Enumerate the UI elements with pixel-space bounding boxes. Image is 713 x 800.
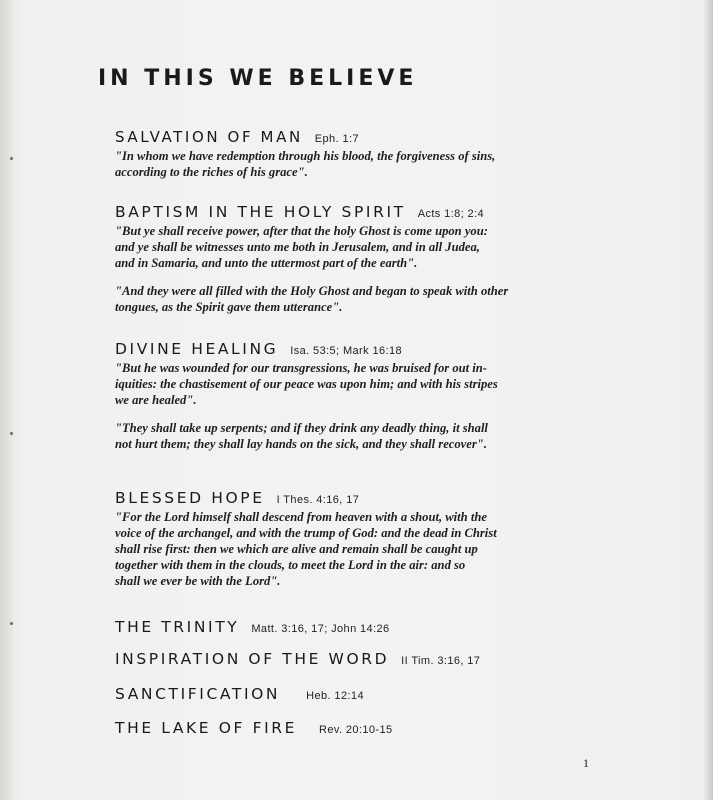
section-heading-text: THE TRINITY xyxy=(115,618,240,636)
scripture-reference: Eph. 1:7 xyxy=(314,133,359,145)
belief-section xyxy=(115,719,615,737)
belief-section xyxy=(115,128,615,180)
belief-section xyxy=(115,650,615,668)
binding-mark xyxy=(10,157,13,160)
binding-mark xyxy=(10,432,13,435)
belief-section xyxy=(115,340,615,452)
page-left-edge xyxy=(0,0,14,800)
scripture-quote: "For the Lord himself shall descend from heaven with a shout, with the voice of the archangel, and with the trump of God: and the dead in Christ shall rise first: then we which are alive and remain shall be caught up together with them in the clouds, to meet the Lord in the air: and so shall we ever be with the Lord". xyxy=(115,510,497,588)
section-heading xyxy=(115,618,615,636)
section-heading-text: BLESSED HOPE xyxy=(115,489,265,507)
belief-section xyxy=(115,489,615,589)
scripture-reference: Matt. 3:16, 17; John 14:26 xyxy=(251,623,390,635)
section-heading-text: SANCTIFICATION xyxy=(115,685,281,703)
page-right-shadow xyxy=(703,0,713,800)
binding-mark xyxy=(10,622,13,625)
scripture-reference: II Tim. 3:16, 17 xyxy=(401,655,481,667)
section-heading-text: DIVINE HEALING xyxy=(115,340,279,358)
page-number: 1 xyxy=(583,756,589,770)
belief-section xyxy=(115,203,615,315)
scripture-quote: "In whom we have redemption through his blood, the forgiveness of sins, according to the riches of his grace". xyxy=(115,149,496,179)
scripture-quote: "But ye shall receive power, after that the holy Ghost is come upon you: and ye shall be witnesses unto me both in Jerusalem, and in all Judea, and in Samaria, and unto the uttermost part of the earth". xyxy=(115,224,488,270)
section-heading-text: THE LAKE OF FIRE xyxy=(115,719,298,737)
section-heading xyxy=(115,685,615,703)
section-heading xyxy=(115,128,615,146)
scripture-reference: Rev. 20:10-15 xyxy=(319,724,393,736)
page-title: IN THIS WE BELIEVE xyxy=(98,66,418,91)
section-heading xyxy=(115,340,615,358)
belief-section xyxy=(115,685,615,703)
section-heading xyxy=(115,203,615,221)
scripture-quote: "They shall take up serpents; and if they drink any deadly thing, it shall not hurt them; they shall lay hands on the sick, and they shall recover". xyxy=(115,421,488,451)
scripture-reference: Acts 1:8; 2:4 xyxy=(417,208,485,220)
scripture-quote: "But he was wounded for our transgressions, he was bruised for out in- iquities: the chastisement of our peace was upon him; and with his stripes we are healed". xyxy=(115,361,498,407)
section-heading xyxy=(115,489,615,507)
belief-section xyxy=(115,618,615,636)
scripture-reference: Isa. 53:5; Mark 16:18 xyxy=(290,345,402,357)
scripture-reference: I Thes. 4:16, 17 xyxy=(276,494,360,506)
section-heading xyxy=(115,650,615,668)
section-heading-text: SALVATION OF MAN xyxy=(115,128,303,146)
section-heading xyxy=(115,719,615,737)
section-heading-text: BAPTISM IN THE HOLY SPIRIT xyxy=(115,203,406,221)
scripture-quote: "And they were all filled with the Holy Ghost and began to speak with other tongues, as the Spirit gave them utterance". xyxy=(115,284,509,314)
section-heading-text: INSPIRATION OF THE WORD xyxy=(115,650,390,668)
scripture-reference: Heb. 12:14 xyxy=(306,690,364,702)
